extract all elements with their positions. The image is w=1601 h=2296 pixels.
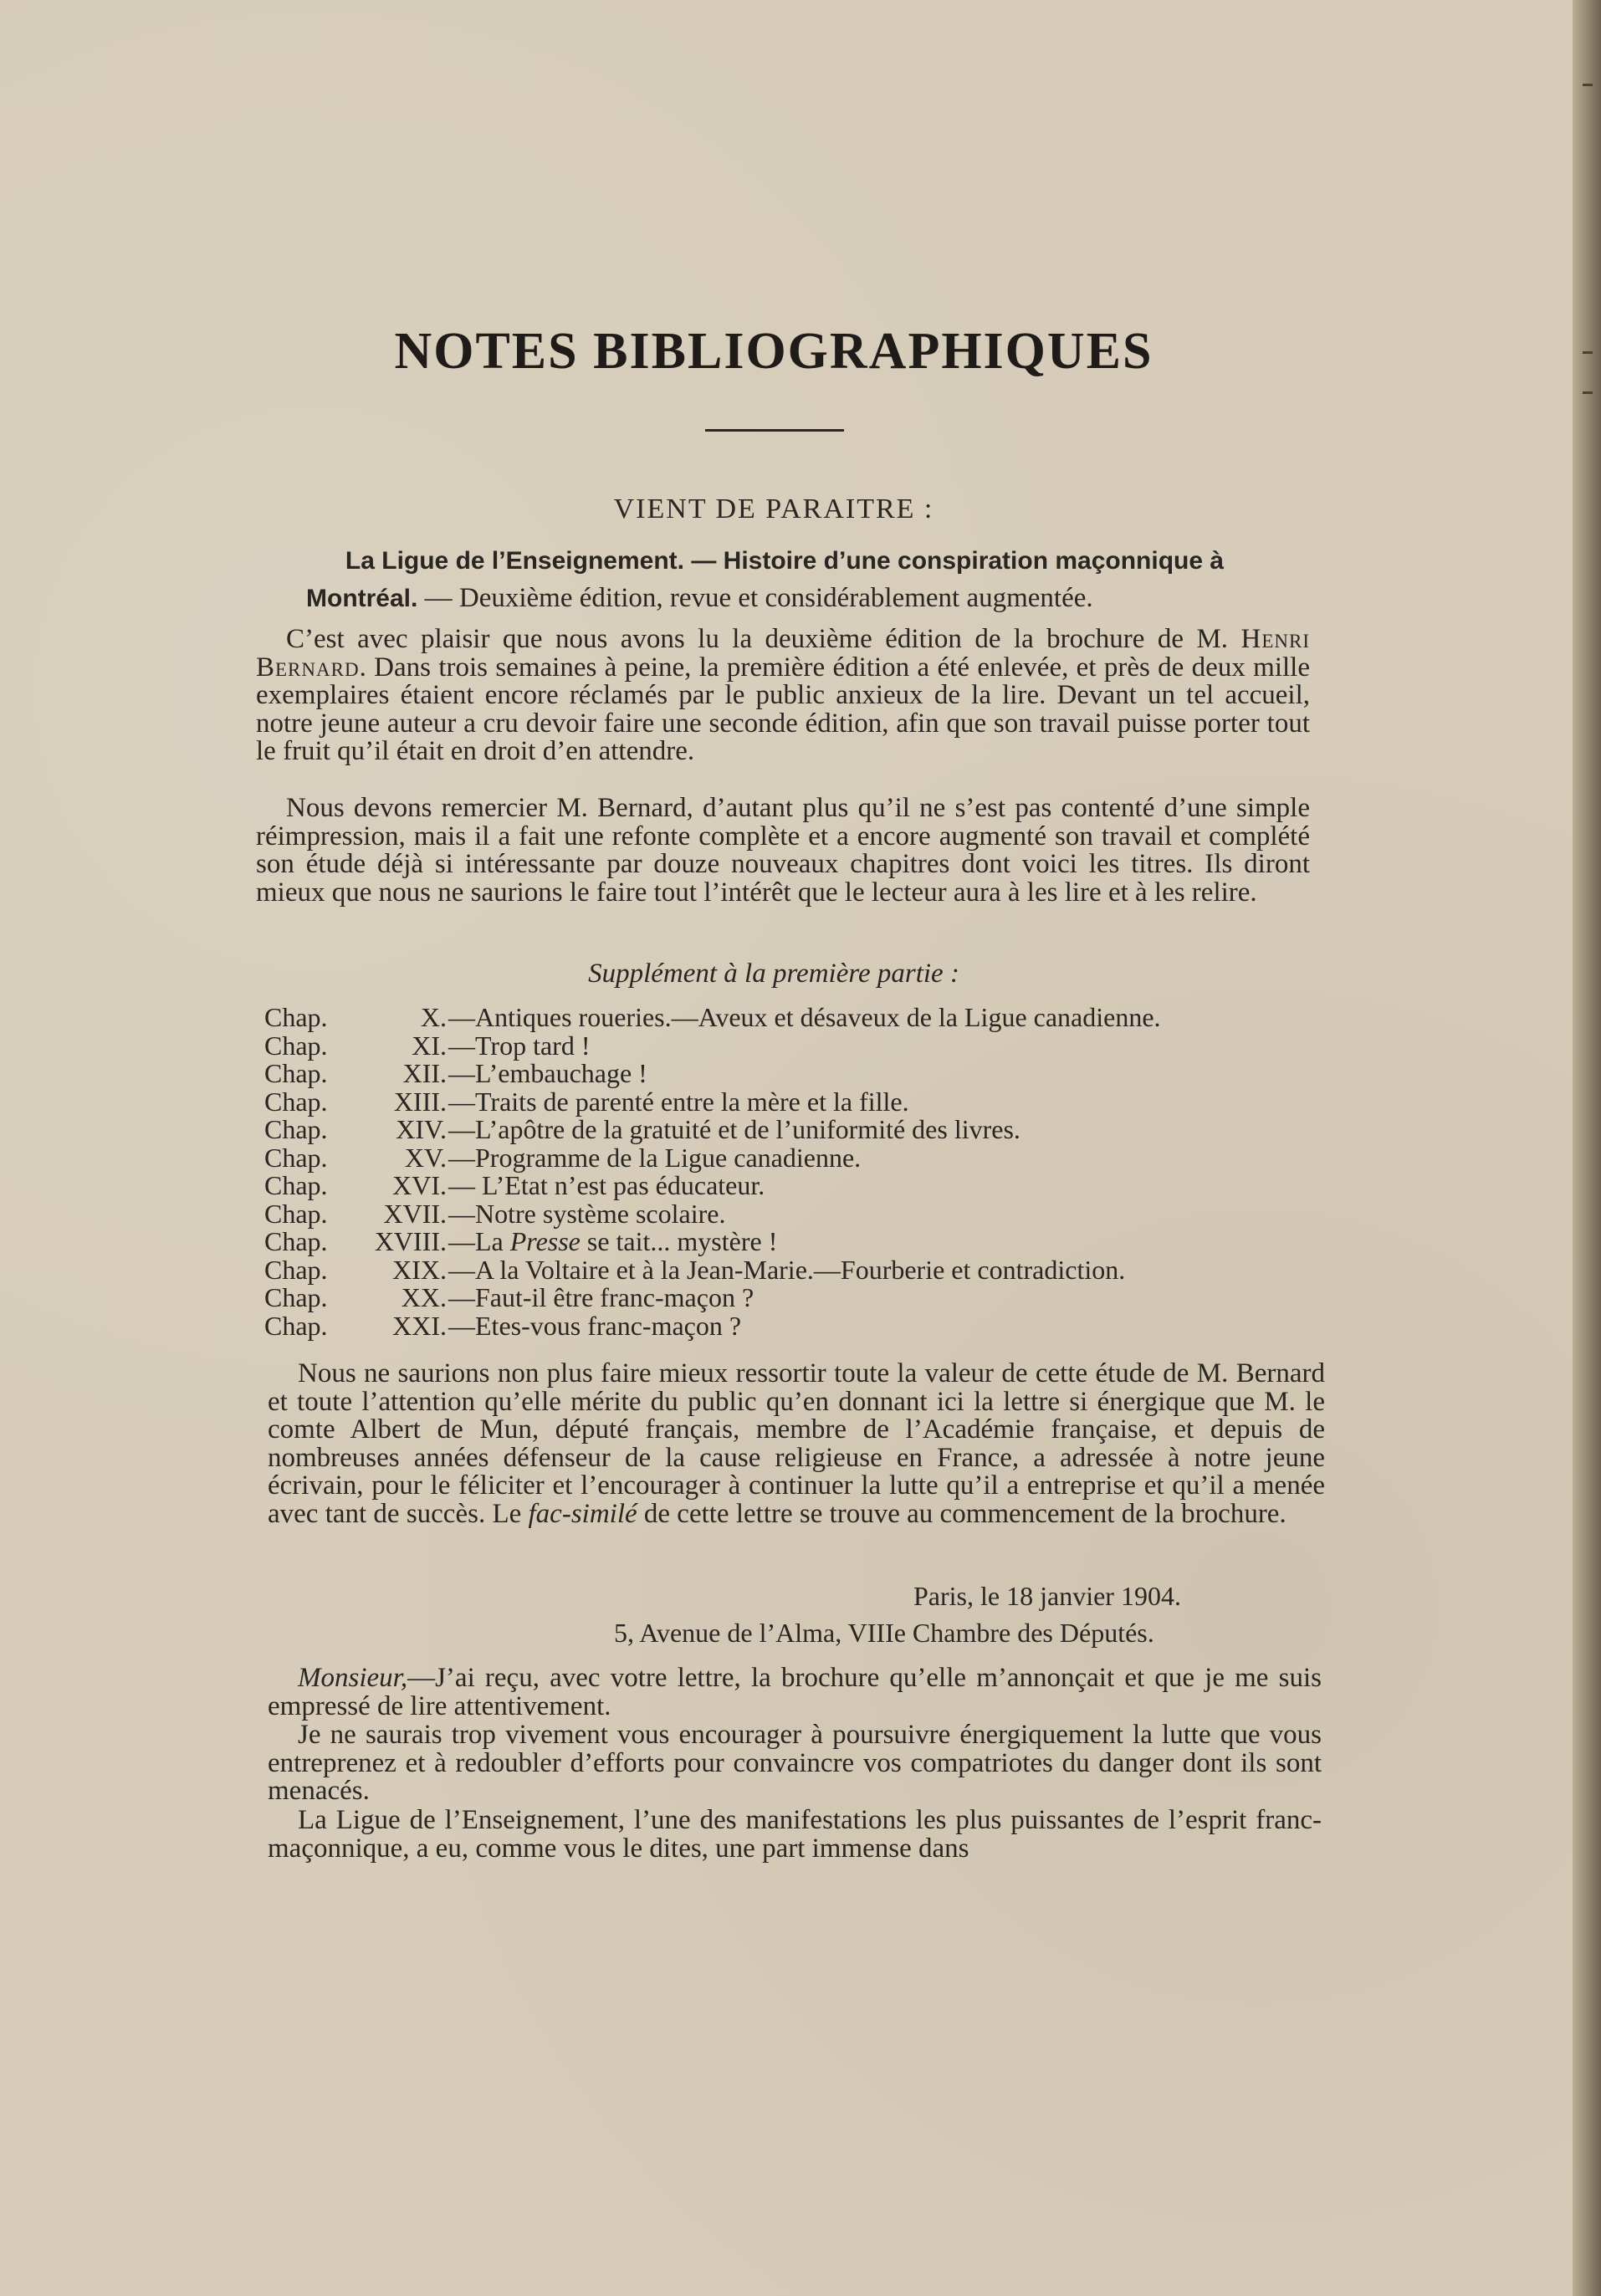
chapter-row <box>264 1030 1318 1059</box>
chapter-title-b: se tait... mystère ! <box>580 1226 778 1256</box>
chapter-number: XIII. <box>393 1086 447 1117</box>
letter-salutation: Monsieur, <box>298 1663 408 1693</box>
paragraph-1-b: . Dans trois semaines à peine, la première édition a été enlevée, et près de deux mille exemplaires étaient encore réclamés par le public anxieux de la lire. Devant un tel accueil, notre jeune auteur a cru devoir faire une seconde édition, afin que son travail puisse porter tout le fruit qu’il était en droit d’en attendre. <box>256 652 1310 766</box>
chapter-label: Chap. <box>264 1114 328 1144</box>
chapter-row <box>264 1199 1318 1227</box>
chapter-title: —L’embauchage ! <box>448 1058 647 1088</box>
edge-mark <box>1583 351 1593 354</box>
announcement-heading: VIENT DE PARAITRE : <box>613 493 934 524</box>
chapter-number: XXI. <box>392 1310 447 1341</box>
chapter-label: Chap. <box>264 1030 328 1061</box>
letter-paragraph-2 <box>268 1721 1322 1806</box>
chapter-number: XI. <box>412 1030 447 1061</box>
chapter-title: —Programme de la Ligue canadienne. <box>448 1142 862 1173</box>
page-title: NOTES BIBLIOGRAPHIQUES <box>394 323 1153 380</box>
chapter-label: Chap. <box>264 1058 328 1088</box>
chapter-number: XV. <box>404 1142 447 1173</box>
letter-date: Paris, le 18 janvier 1904. <box>913 1581 1181 1611</box>
chapter-row <box>264 1087 1318 1115</box>
chapter-row <box>264 1002 1318 1030</box>
letter-p1: —J’ai reçu, avec votre lettre, la brochure qu’elle m’annonçait et que je me suis empressé de lire attentivement. <box>268 1663 1322 1721</box>
chapter-label: Chap. <box>264 1282 328 1312</box>
chapter-number: XIX. <box>392 1254 447 1285</box>
chapter-number: XII. <box>402 1058 447 1088</box>
chapter-number: XVII. <box>383 1198 447 1229</box>
chapter-row <box>264 1282 1318 1311</box>
paragraph-1-a: C’est avec plaisir que nous avons lu la deuxième édition de la brochure de M. <box>286 624 1241 654</box>
paragraph-3-b: de cette lettre se trouve au commencement de la brochure. <box>637 1498 1286 1529</box>
letter-address: 5, Avenue de l’Alma, VIIIe Chambre des Députés. <box>614 1618 1154 1648</box>
chapter-title: —Traits de parenté entre la mère et la fille. <box>448 1086 909 1117</box>
letter-p3: La Ligue de l’Enseignement, l’une des manifestations les plus puissantes de l’esprit franc-maçonnique, a eu, comme vous le dites, une part immense dans <box>268 1805 1322 1864</box>
chapter-title: — L’Etat n’est pas éducateur. <box>448 1170 765 1200</box>
supplement-heading: Supplément à la première partie : <box>588 959 959 989</box>
paragraph-1 <box>256 626 1310 766</box>
newspaper-name: Presse <box>509 1226 581 1256</box>
paragraph-3 <box>268 1360 1325 1528</box>
edge-mark <box>1583 84 1593 86</box>
chapter-row <box>264 1143 1318 1171</box>
chapter-title: —L’apôtre de la gratuité et de l’uniformité des livres. <box>448 1114 1020 1144</box>
book-title-block <box>266 542 1303 617</box>
chapter-label: Chap. <box>264 1142 328 1173</box>
chapter-title: —Notre système scolaire. <box>448 1198 726 1229</box>
chapter-number: XIV. <box>396 1114 447 1144</box>
chapter-list <box>264 1002 1318 1341</box>
chapter-title-a: —La <box>448 1226 510 1256</box>
paragraph-2 <box>256 795 1310 907</box>
chapter-label: Chap. <box>264 1002 328 1032</box>
chapter-number: XVI. <box>392 1170 447 1200</box>
chapter-title <box>448 1226 1318 1257</box>
chapter-title: —Faut-il être franc-maçon ? <box>448 1282 754 1312</box>
chapter-label: Chap. <box>264 1086 328 1117</box>
chapter-number: XVIII. <box>374 1226 447 1256</box>
book-edition: — Deuxième édition, revue et considérablement augmentée. <box>417 583 1093 613</box>
author-name: Henri Bernard <box>256 624 1310 683</box>
chapter-title: —Etes-vous franc-maçon ? <box>448 1310 742 1341</box>
chapter-label: Chap. <box>264 1170 328 1200</box>
book-title-bold-2: Montréal. <box>306 585 418 612</box>
chapter-title: —Antiques roueries.—Aveux et désaveux de la Ligue canadienne. <box>448 1002 1161 1032</box>
chapter-row <box>264 1170 1318 1199</box>
letter-p2: Je ne saurais trop vivement vous encourager à poursuivre énergiquement la lutte que vous entreprenez et à redoubler d’efforts pour convaincre vos compatriotes du danger dont ils sont menacés. <box>268 1720 1322 1806</box>
chapter-title: —Trop tard ! <box>448 1030 591 1061</box>
letter-paragraph-3 <box>268 1807 1322 1863</box>
chapter-label: Chap. <box>264 1310 328 1341</box>
chapter-row <box>264 1255 1318 1283</box>
edge-mark <box>1583 391 1593 394</box>
chapter-number: X. <box>420 1002 447 1032</box>
paragraph-3-a: Nous ne saurions non plus faire mieux ressortir toute la valeur de cette étude de M. Bernard et toute l’attention qu’elle mérite du public qu’en donnant ici la lettre si énergique que M. le comte Albert de Mun, député français, membre de l’Académie française, et depuis de nombreuses années défenseur de la cause religieuse en France, a adressée à notre jeune écrivain, pour le féliciter et l’encourager à continuer la lutte qu’il a entreprise et qu’il a menée avec tant de succès. Le <box>268 1358 1325 1529</box>
chapter-label: Chap. <box>264 1254 328 1285</box>
chapter-label: Chap. <box>264 1226 328 1256</box>
chapter-row <box>264 1114 1318 1143</box>
chapter-row <box>264 1058 1318 1087</box>
facsimile-term: fac-similé <box>528 1498 637 1529</box>
chapter-row <box>264 1226 1318 1255</box>
letter-paragraph-1 <box>268 1664 1322 1721</box>
chapter-number: XX. <box>401 1282 447 1312</box>
book-title-bold: La Ligue de l’Enseignement. — Histoire d’une conspiration maçonnique à <box>345 547 1225 575</box>
page-edge <box>1573 0 1601 2296</box>
chapter-title: —A la Voltaire et à la Jean-Marie.—Fourberie et contradiction. <box>448 1254 1126 1285</box>
title-rule <box>705 429 844 432</box>
chapter-label: Chap. <box>264 1198 328 1229</box>
chapter-row <box>264 1311 1318 1339</box>
paragraph-2-text: Nous devons remercier M. Bernard, d’autant plus qu’il ne s’est pas contenté d’une simple réimpression, mais il a fait une refonte complète et a encore augmenté son travail et complété son étude déjà si intéressante par douze nouveaux chapitres dont voici les titres. Ils diront mieux que nous ne saurions le faire tout l’intérêt que le lecteur aura à les lire et à les relire. <box>256 793 1310 908</box>
